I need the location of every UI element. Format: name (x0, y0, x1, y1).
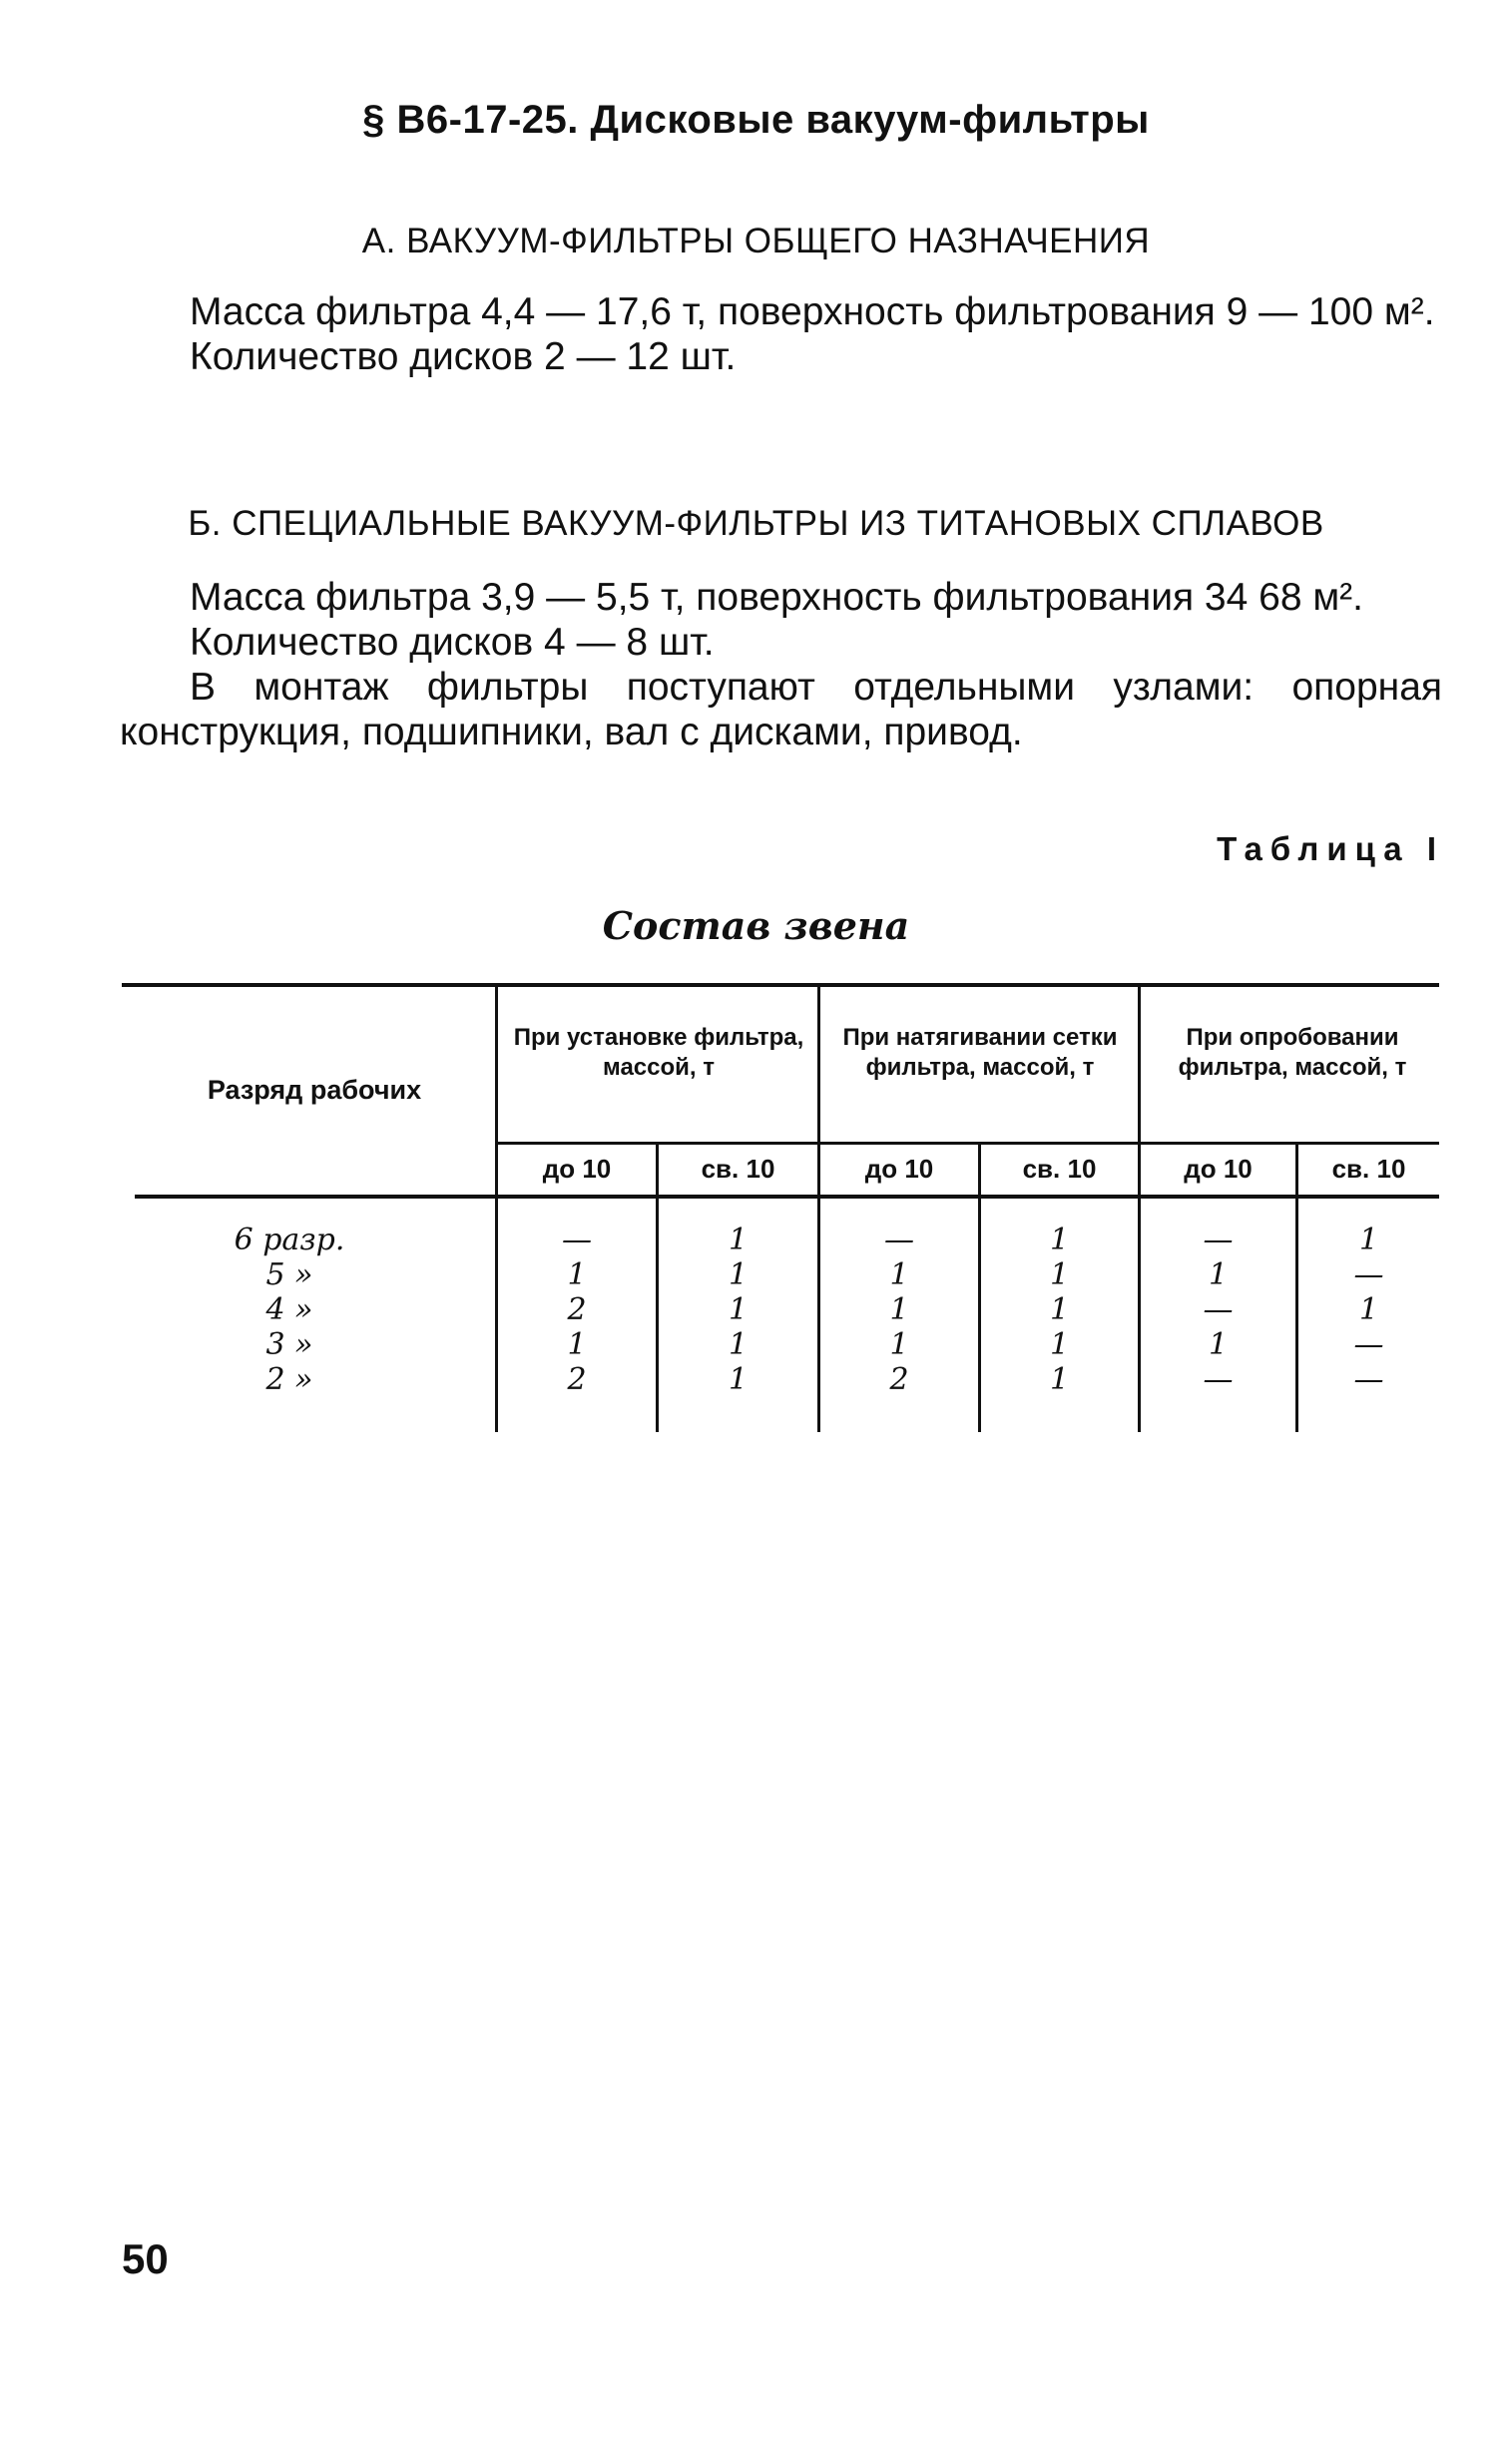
group-header: При установке фильтра, массой, т (513, 1024, 804, 1081)
table-cell: 1 (1049, 1327, 1070, 1362)
rank-label: 2 » (265, 1362, 313, 1397)
table-cell: — (1203, 1223, 1234, 1257)
subheader: св. 10 (701, 1154, 775, 1184)
subheader: до 10 (542, 1154, 612, 1184)
table-cell: 1 (1208, 1327, 1229, 1362)
rank-label: 6 разр. (234, 1223, 345, 1257)
subheader: св. 10 (1331, 1154, 1406, 1184)
table-cell: — (1203, 1292, 1234, 1327)
table-cell: 1 (1208, 1257, 1229, 1292)
table-top-rule (122, 983, 1439, 987)
table-cell: 1 (728, 1223, 749, 1257)
section-b-mass-line: Масса фильтра 3,9 — 5,5 т, поверхность фильтрования 34 68 м². (190, 576, 1363, 619)
table-caption: Таблица I (1217, 830, 1444, 867)
table-cell: 1 (1358, 1292, 1379, 1327)
group-header: При опробовании фильтра, массой, т (1178, 1024, 1407, 1081)
section-b-discs-line: Количество дисков 4 — 8 шт. (190, 621, 715, 664)
table-cell: 1 (567, 1257, 587, 1292)
table-cell: 1 (1358, 1223, 1379, 1257)
table-cell: 2 (889, 1362, 909, 1397)
table-cell: 2 (567, 1292, 587, 1327)
table-cell: 1 (728, 1257, 749, 1292)
table-cell: 1 (1049, 1223, 1070, 1257)
table-cell: 1 (728, 1362, 749, 1397)
rank-label: 4 » (265, 1292, 313, 1327)
subheader: до 10 (1184, 1154, 1253, 1184)
table-cell: 1 (889, 1292, 909, 1327)
subheader: до 10 (864, 1154, 934, 1184)
table-cell: — (562, 1223, 592, 1257)
group-header: При натягивании сетки фильтра, массой, т (842, 1024, 1118, 1081)
table-cell: — (884, 1223, 914, 1257)
section-b-title: Б. СПЕЦИАЛЬНЫЕ ВАКУУМ-ФИЛЬТРЫ ИЗ ТИТАНОВЫХ СПЛАВОВ (188, 504, 1324, 543)
table-header-bottom-rule (135, 1195, 1439, 1199)
table-cell: 1 (728, 1292, 749, 1327)
page-number: 50 (122, 2235, 169, 2282)
table-cell: — (1353, 1362, 1384, 1397)
rank-label: 5 » (265, 1257, 313, 1292)
subheader: св. 10 (1022, 1154, 1097, 1184)
table-cell: — (1353, 1257, 1384, 1292)
section-heading: § В6-17-25. Дисковые вакуум-фильтры (362, 98, 1150, 142)
table-cell: 1 (1049, 1362, 1070, 1397)
table-cell: 1 (728, 1327, 749, 1362)
section-b-assembly-line: В монтаж фильтры поступают отдельными узлами: опорная конструкция, подшипники, вал с дисками, привод. (120, 666, 1442, 753)
row-header: Разряд рабочих (207, 1075, 422, 1105)
table-cell: 2 (567, 1362, 587, 1397)
table-cell: 1 (567, 1327, 587, 1362)
table-cell: — (1203, 1362, 1234, 1397)
section-a-title: А. ВАКУУМ-ФИЛЬТРЫ ОБЩЕГО НАЗНАЧЕНИЯ (361, 222, 1151, 260)
section-a-mass-line: Масса фильтра 4,4 — 17,6 т, поверхность фильтрования 9 — 100 м². (190, 290, 1435, 333)
table-cell: 1 (889, 1257, 909, 1292)
table-cell: — (1353, 1327, 1384, 1362)
table-cell: 1 (889, 1327, 909, 1362)
table-cell: 1 (1049, 1257, 1070, 1292)
table-title: Состав звена (602, 903, 910, 948)
section-a-discs-line: Количество дисков 2 — 12 шт. (190, 335, 737, 378)
table-cell: 1 (1049, 1292, 1070, 1327)
rank-label: 3 » (265, 1327, 313, 1362)
